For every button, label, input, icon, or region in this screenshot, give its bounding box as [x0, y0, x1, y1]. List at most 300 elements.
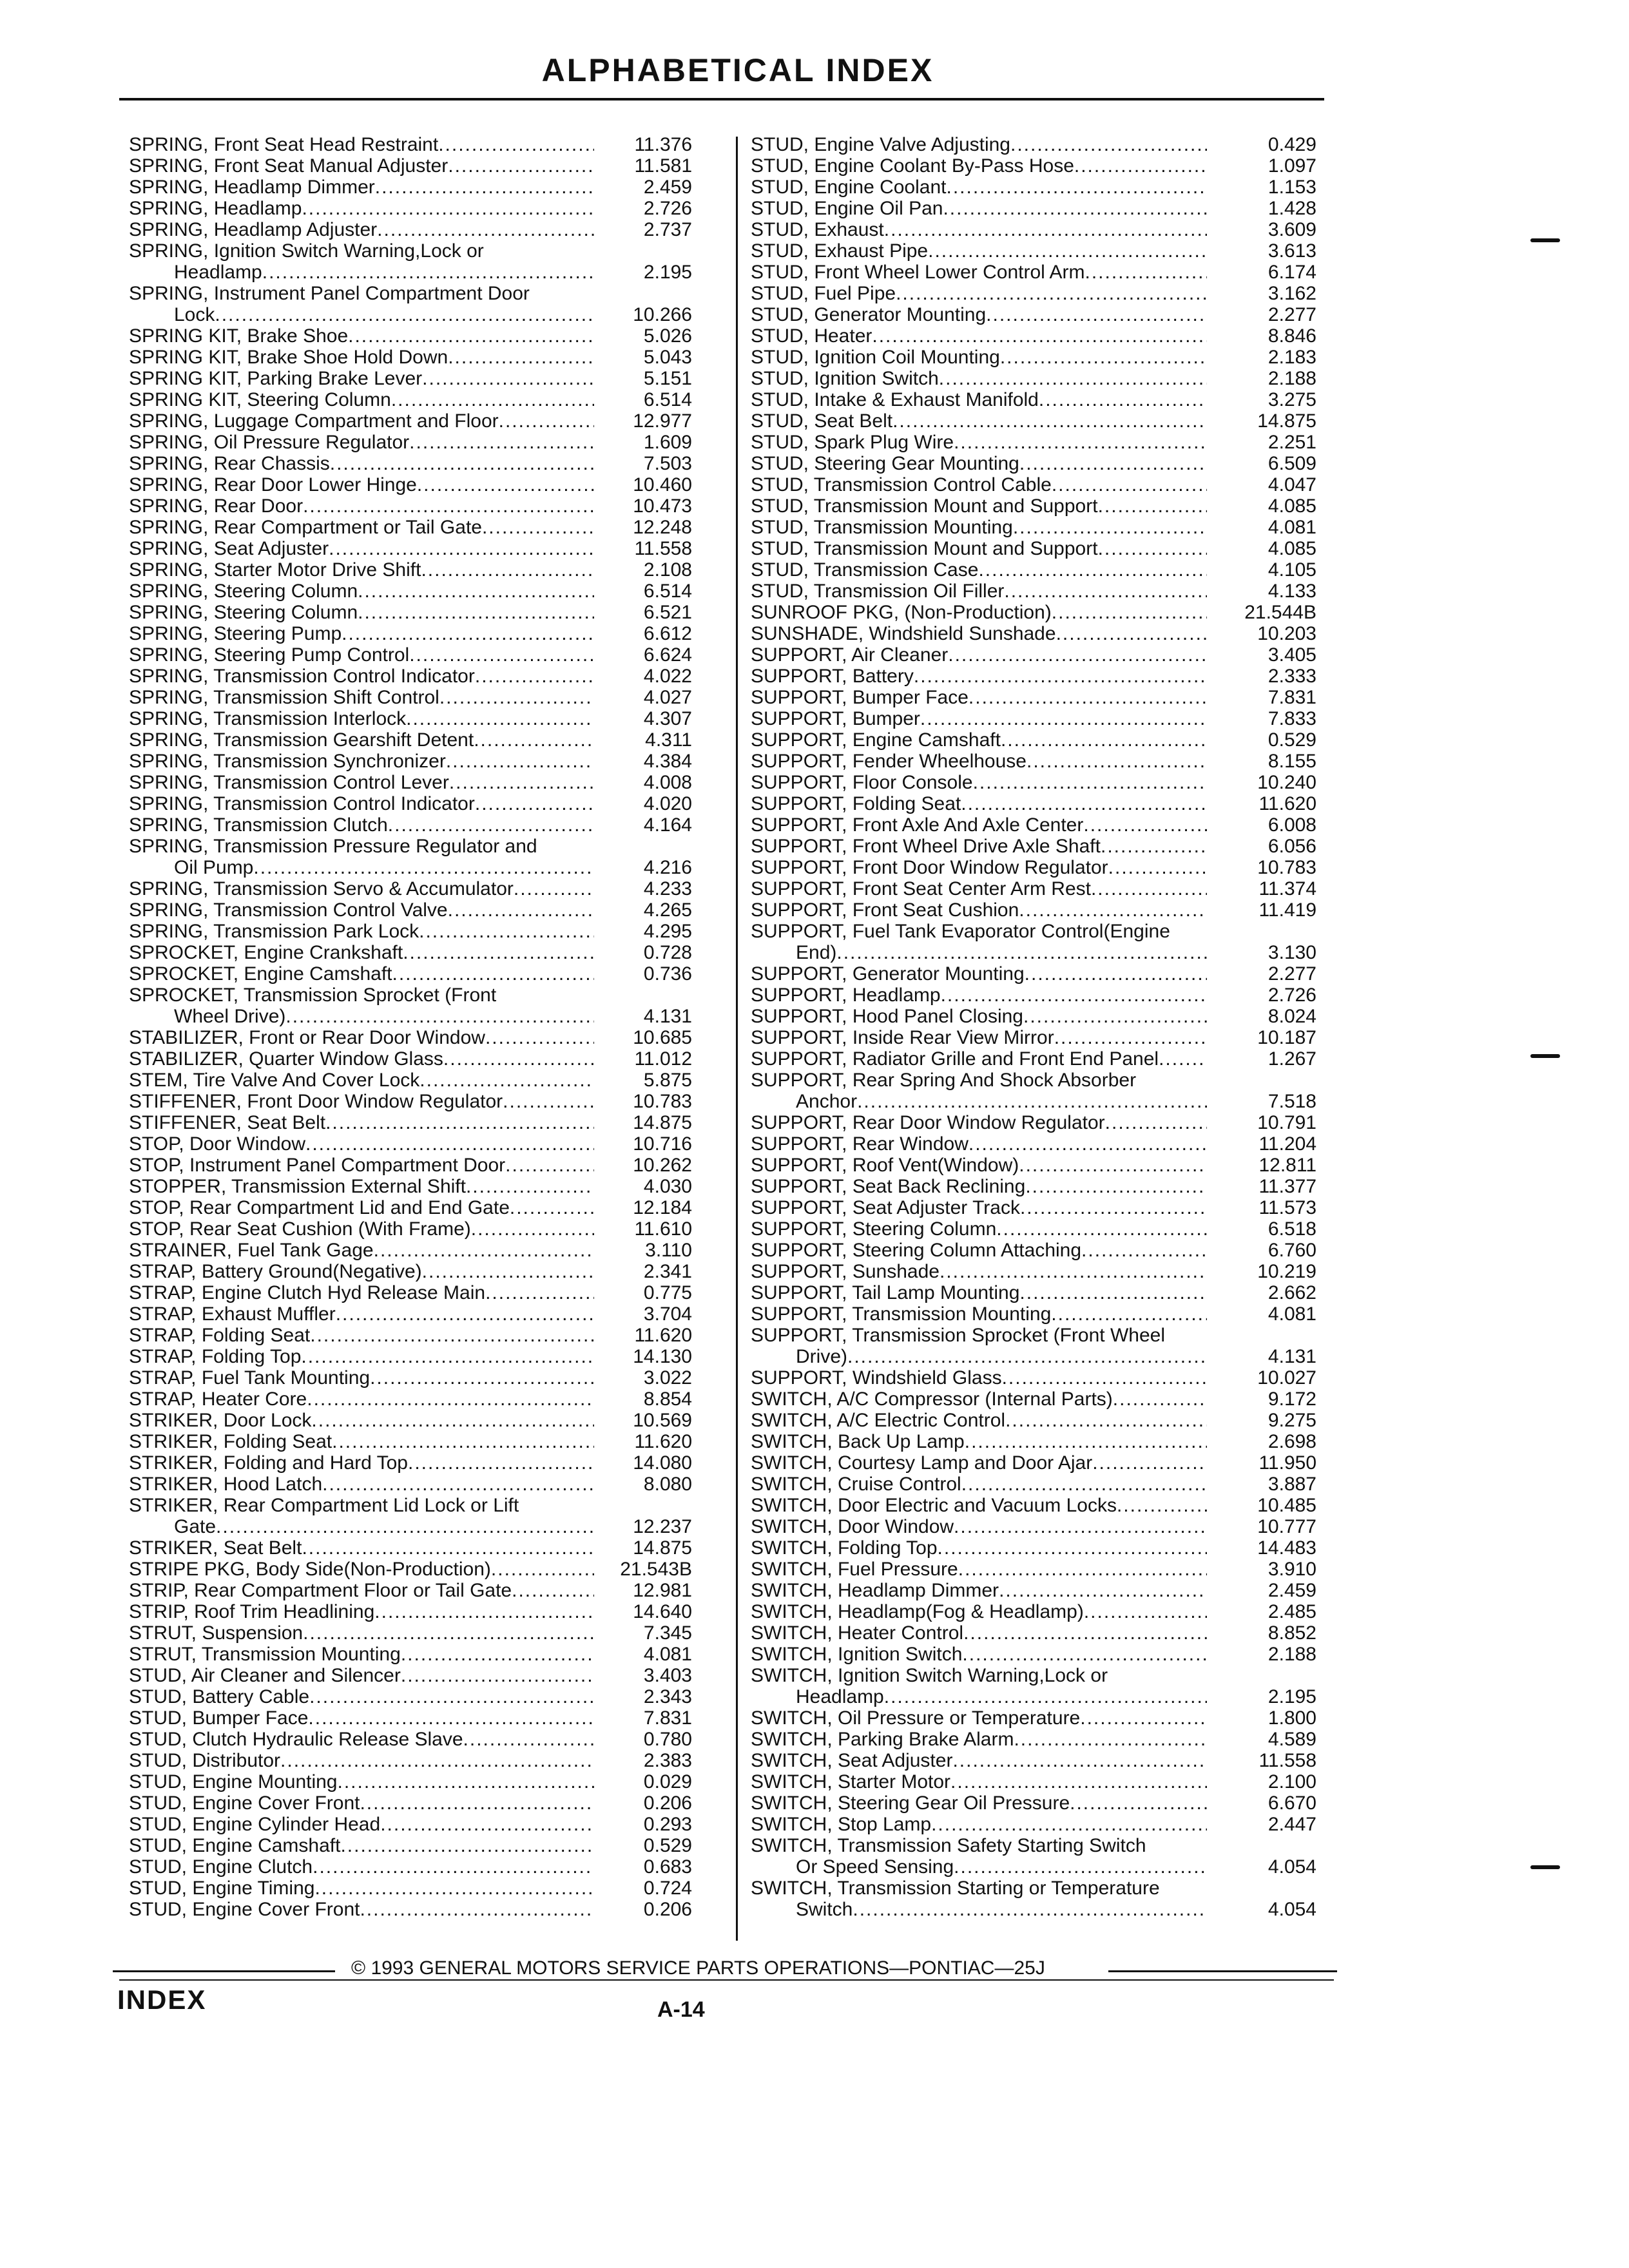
index-entry-label: SPRING, Oil Pressure Regulator ..... — [129, 432, 594, 453]
index-entry-reference: 10.685 — [633, 1027, 692, 1048]
index-entry-label: STUD, Engine Cover Front ..... — [129, 1792, 594, 1814]
index-entry-label: SWITCH, A/C Compressor (Internal Parts) ..... — [751, 1389, 1207, 1410]
index-entry — [129, 1516, 692, 1537]
index-entry — [129, 1155, 692, 1176]
index-entry-label: STUD, Transmission Case ..... — [751, 559, 1207, 581]
index-entry — [751, 495, 1335, 517]
index-entry — [129, 1431, 692, 1452]
index-entry-reference: 2.277 — [1268, 304, 1316, 325]
index-entry — [751, 1622, 1335, 1644]
index-entry — [129, 1048, 692, 1070]
index-entry — [751, 198, 1335, 219]
index-entry — [751, 1644, 1335, 1665]
index-entry-label: SPRING, Transmission Control Lever ..... — [129, 772, 594, 793]
index-entry-label: STRAP, Folding Seat ..... — [129, 1325, 594, 1346]
index-entry — [129, 1261, 692, 1282]
index-entry-reference: 2.447 — [1268, 1814, 1316, 1835]
index-entry-label: SPRING, Steering Column ..... — [129, 602, 594, 623]
index-entry-label: SPRING, Transmission Clutch ..... — [129, 814, 594, 836]
index-entry — [129, 325, 692, 347]
index-entry-reference: 11.204 — [1258, 1133, 1316, 1155]
index-entry — [751, 1367, 1335, 1389]
index-entry — [129, 751, 692, 772]
index-entry-reference: 12.811 — [1258, 1155, 1316, 1176]
index-entry-label: SPRING, Steering Pump ..... — [129, 623, 594, 644]
index-entry — [751, 878, 1335, 899]
index-entry — [751, 1197, 1335, 1218]
index-entry-reference: 2.459 — [643, 177, 692, 198]
index-entry-label: SWITCH, Back Up Lamp ..... — [751, 1431, 1207, 1452]
index-entry-label: SUPPORT, Generator Mounting ..... — [751, 963, 1207, 985]
index-entry — [751, 602, 1335, 623]
index-entry — [751, 1686, 1335, 1707]
index-entry — [751, 1601, 1335, 1622]
index-entry-reference: 3.887 — [1268, 1474, 1316, 1495]
index-entry — [129, 538, 692, 559]
index-entry-continued-heading — [129, 283, 594, 304]
index-entry-label: SUPPORT, Roof Vent(Window) ..... — [751, 1155, 1207, 1176]
index-entry-reference: 8.155 — [1268, 751, 1316, 772]
index-entry-reference: 2.383 — [643, 1750, 692, 1771]
index-entry-reference: 11.950 — [1258, 1452, 1316, 1474]
index-entry — [751, 1282, 1335, 1303]
index-entry — [129, 1367, 692, 1389]
index-entry — [751, 559, 1335, 581]
index-entry-reference: 4.030 — [643, 1176, 692, 1197]
index-entry-label: SWITCH, Steering Gear Oil Pressure ..... — [751, 1792, 1207, 1814]
index-entry-label: STUD, Engine Cylinder Head ..... — [129, 1814, 594, 1835]
margin-tick-mark — [1530, 238, 1560, 242]
index-entry — [751, 1474, 1335, 1495]
index-entry-label: STRIKER, Seat Belt ..... — [129, 1537, 594, 1559]
index-entry-label: SUNROOF PKG, (Non-Production) ..... — [751, 602, 1207, 623]
index-entry-reference: 4.020 — [643, 793, 692, 814]
index-entry-label: SWITCH, Heater Control ..... — [751, 1622, 1207, 1644]
index-entry — [751, 942, 1335, 963]
index-entry-reference: 4.311 — [645, 729, 692, 751]
index-entry — [751, 772, 1335, 793]
index-entry — [751, 134, 1335, 155]
index-entry — [751, 1814, 1335, 1835]
index-entry-reference: 4.008 — [643, 772, 692, 793]
index-entry-label: STOP, Rear Compartment Lid and End Gate ..... — [129, 1197, 594, 1218]
index-entry-heading: SPROCKET, Transmission Sprocket (Front — [129, 985, 497, 1006]
index-entry — [751, 1112, 1335, 1133]
index-entry-label: STUD, Front Wheel Lower Control Arm ..... — [751, 262, 1207, 283]
index-entry-label: SWITCH, A/C Electric Control ..... — [751, 1410, 1207, 1431]
index-entry-label: SUPPORT, Steering Column ..... — [751, 1218, 1207, 1240]
index-entry-reference: 11.610 — [634, 1218, 692, 1240]
index-entry-label: STRIP, Roof Trim Headlining ..... — [129, 1601, 594, 1622]
index-entry-label: STUD, Spark Plug Wire ..... — [751, 432, 1207, 453]
index-entry — [751, 1856, 1335, 1878]
index-entry — [129, 1856, 692, 1878]
index-entry-reference: 2.343 — [643, 1686, 692, 1707]
index-entry-reference: 4.081 — [1268, 1303, 1316, 1325]
index-entry-label: STUD, Engine Cover Front ..... — [129, 1899, 594, 1920]
index-entry — [751, 1792, 1335, 1814]
index-entry-label: Anchor ..... — [751, 1091, 1207, 1112]
index-entry-reference: 4.081 — [643, 1644, 692, 1665]
index-entry — [751, 1027, 1335, 1048]
index-entry-reference: 2.737 — [643, 219, 692, 240]
index-entry-reference: 0.429 — [1268, 134, 1316, 155]
index-entry-label: SPRING, Headlamp Dimmer ..... — [129, 177, 594, 198]
index-entry-heading: SUPPORT, Transmission Sprocket (Front Wheel — [751, 1325, 1165, 1346]
index-entry-reference: 6.514 — [643, 389, 692, 410]
index-entry — [129, 517, 692, 538]
index-entry-label: Headlamp ..... — [129, 262, 594, 283]
index-entry — [129, 368, 692, 389]
index-entry — [129, 1133, 692, 1155]
index-entry-label: STRIKER, Hood Latch ..... — [129, 1474, 594, 1495]
index-entry — [751, 1389, 1335, 1410]
index-entry-label: SUPPORT, Bumper Face ..... — [751, 687, 1207, 708]
index-entry-reference: 7.833 — [1268, 708, 1316, 729]
index-entry-label: STRIKER, Folding and Hard Top ..... — [129, 1452, 594, 1474]
index-entry-reference: 11.419 — [1258, 899, 1316, 921]
index-entry-reference: 1.428 — [1268, 198, 1316, 219]
index-entry — [129, 410, 692, 432]
index-entry — [751, 1729, 1335, 1750]
index-entry-label: SWITCH, Headlamp Dimmer ..... — [751, 1580, 1207, 1601]
index-entry-reference: 14.080 — [633, 1452, 692, 1474]
index-entry-reference: 2.100 — [1268, 1771, 1316, 1792]
index-entry-label: STUD, Engine Coolant By-Pass Hose ..... — [751, 155, 1207, 177]
index-entry — [129, 1665, 692, 1686]
index-entry-reference: 2.726 — [1268, 985, 1316, 1006]
index-entry-label: SPRING, Transmission Park Lock ..... — [129, 921, 594, 942]
index-entry — [129, 602, 692, 623]
index-entry-reference: 14.875 — [1257, 410, 1316, 432]
index-entry — [751, 1155, 1335, 1176]
index-entry — [129, 644, 692, 666]
index-entry — [751, 219, 1335, 240]
section-label: INDEX — [117, 1984, 207, 2015]
index-entry-reference: 4.054 — [1268, 1856, 1316, 1878]
index-entry-label: SPRING, Starter Motor Drive Shift ..... — [129, 559, 594, 581]
index-entry-reference: 4.295 — [643, 921, 692, 942]
index-entry-label: Oil Pump ..... — [129, 857, 594, 878]
index-entry-reference: 12.184 — [633, 1197, 692, 1218]
index-entry — [751, 1559, 1335, 1580]
index-entry-reference: 4.131 — [643, 1006, 692, 1027]
index-entry — [129, 198, 692, 219]
index-entry — [129, 1282, 692, 1303]
index-entry-reference: 10.240 — [1257, 772, 1316, 793]
index-entry-label: STRUT, Transmission Mounting ..... — [129, 1644, 594, 1665]
index-entry — [129, 1070, 692, 1091]
index-entry-label: STUD, Generator Mounting ..... — [751, 304, 1207, 325]
index-entry — [129, 1601, 692, 1622]
index-entry-reference: 3.110 — [645, 1240, 692, 1261]
index-entry — [129, 474, 692, 495]
index-entry-reference: 3.275 — [1268, 389, 1316, 410]
index-entry-reference: 6.514 — [643, 581, 692, 602]
index-entry-label: Lock ..... — [129, 304, 594, 325]
index-entry-reference: 6.670 — [1268, 1792, 1316, 1814]
index-entry-reference: 1.267 — [1268, 1048, 1316, 1070]
index-entry-label: STABILIZER, Quarter Window Glass ..... — [129, 1048, 594, 1070]
index-entry — [751, 1261, 1335, 1282]
index-entry-label: SUPPORT, Engine Camshaft ..... — [751, 729, 1207, 751]
index-entry — [129, 1835, 692, 1856]
index-entry-label: STRIPE PKG, Body Side(Non-Production) ..... — [129, 1559, 594, 1580]
column-divider — [736, 137, 738, 1941]
index-entry — [129, 1027, 692, 1048]
index-entry — [129, 1686, 692, 1707]
index-entry — [751, 1346, 1335, 1367]
index-entry-reference: 10.266 — [633, 304, 692, 325]
footer-rule-left — [113, 1970, 335, 1972]
index-entry-label: STUD, Air Cleaner and Silencer ..... — [129, 1665, 594, 1686]
index-entry — [129, 262, 692, 283]
index-entry-heading: SUPPORT, Rear Spring And Shock Absorber — [751, 1070, 1137, 1091]
index-entry-label: STRAP, Fuel Tank Mounting ..... — [129, 1367, 594, 1389]
index-entry-label: STUD, Engine Valve Adjusting ..... — [751, 134, 1207, 155]
index-entry-reference: 6.056 — [1268, 836, 1316, 857]
index-entry — [129, 1644, 692, 1665]
index-entry-label: SPROCKET, Engine Camshaft ..... — [129, 963, 594, 985]
index-entry-reference: 0.683 — [643, 1856, 692, 1878]
index-entry — [129, 942, 692, 963]
index-entry-reference: 10.460 — [633, 474, 692, 495]
index-entry — [129, 1176, 692, 1197]
index-entry-label: Gate ..... — [129, 1516, 594, 1537]
index-entry-reference: 5.875 — [643, 1070, 692, 1091]
index-entry-reference: 0.293 — [643, 1814, 692, 1835]
index-entry — [129, 219, 692, 240]
index-entry-reference: 4.054 — [1268, 1899, 1316, 1920]
index-entry-label: SPRING, Transmission Interlock ..... — [129, 708, 594, 729]
index-entry-label: SPRING, Front Seat Manual Adjuster ..... — [129, 155, 594, 177]
index-entry — [129, 1622, 692, 1644]
index-entry-label: STUD, Transmission Mounting ..... — [751, 517, 1207, 538]
index-entry-reference: 4.233 — [643, 878, 692, 899]
index-entry-label: SUPPORT, Seat Adjuster Track ..... — [751, 1197, 1207, 1218]
index-entry — [129, 814, 692, 836]
index-entry-label: STUD, Ignition Switch ..... — [751, 368, 1207, 389]
index-entry-reference: 14.483 — [1257, 1537, 1316, 1559]
index-entry — [751, 1537, 1335, 1559]
index-entry — [751, 155, 1335, 177]
index-entry — [751, 857, 1335, 878]
index-entry-reference: 10.716 — [633, 1133, 692, 1155]
index-entry — [129, 1006, 692, 1027]
index-entry-label: STOP, Instrument Panel Compartment Door ..... — [129, 1155, 594, 1176]
index-entry-label: SPRING, Luggage Compartment and Floor ..... — [129, 410, 594, 432]
index-entry-label: SUPPORT, Air Cleaner ..... — [751, 644, 1207, 666]
index-entry — [751, 1091, 1335, 1112]
index-entry-reference: 3.609 — [1268, 219, 1316, 240]
index-entry-label: SUPPORT, Tail Lamp Mounting ..... — [751, 1282, 1207, 1303]
index-entry-label: SPRING, Transmission Control Indicator ..... — [129, 793, 594, 814]
index-entry — [129, 857, 692, 878]
index-entry — [751, 177, 1335, 198]
index-entry-label: SPRING, Rear Door Lower Hinge ..... — [129, 474, 594, 495]
index-entry — [129, 559, 692, 581]
index-entry — [751, 262, 1335, 283]
index-entry — [751, 517, 1335, 538]
index-entry-label: STIFFENER, Front Door Window Regulator ..... — [129, 1091, 594, 1112]
page-number: A-14 — [657, 1997, 705, 2022]
index-entry-reference: 4.081 — [1268, 517, 1316, 538]
index-entry-reference: 4.589 — [1268, 1729, 1316, 1750]
index-entry-label: SWITCH, Headlamp(Fog & Headlamp) ..... — [751, 1601, 1207, 1622]
index-entry-reference: 3.704 — [643, 1303, 692, 1325]
index-entry-label: SPRING KIT, Parking Brake Lever ..... — [129, 368, 594, 389]
index-entry-label: STRAP, Heater Core ..... — [129, 1389, 594, 1410]
index-entry-reference: 4.265 — [643, 899, 692, 921]
index-entry-label: SUPPORT, Floor Console ..... — [751, 772, 1207, 793]
index-entry-label: STUD, Bumper Face ..... — [129, 1707, 594, 1729]
index-entry-continued-heading — [751, 1835, 1335, 1856]
index-entry — [129, 1559, 692, 1580]
index-entry — [129, 1240, 692, 1261]
index-entry-reference: 1.153 — [1268, 177, 1316, 198]
index-entry — [129, 1878, 692, 1899]
index-entry-reference: 8.846 — [1268, 325, 1316, 347]
index-entry-label: STUD, Engine Camshaft ..... — [129, 1835, 594, 1856]
index-entry-label: SPRING, Front Seat Head Restraint ..... — [129, 134, 594, 155]
index-entry-label: SPRING, Headlamp Adjuster ..... — [129, 219, 594, 240]
index-entry-label: SUPPORT, Windshield Glass ..... — [751, 1367, 1207, 1389]
index-entry-reference: 10.219 — [1257, 1261, 1316, 1282]
index-entry-label: SUPPORT, Bumper ..... — [751, 708, 1207, 729]
index-entry — [129, 1091, 692, 1112]
index-entry — [129, 304, 692, 325]
index-entry-label: SUPPORT, Front Seat Center Arm Rest ..... — [751, 878, 1207, 899]
index-entry — [751, 1516, 1335, 1537]
index-entry-continued-heading — [129, 240, 594, 262]
index-entry-reference: 0.728 — [643, 942, 692, 963]
index-entry-reference: 6.521 — [643, 602, 692, 623]
index-entry-label: STUD, Exhaust Pipe ..... — [751, 240, 1207, 262]
index-entry-reference: 9.172 — [1268, 1389, 1316, 1410]
index-entry — [751, 1240, 1335, 1261]
index-entry-reference: 2.485 — [1268, 1601, 1316, 1622]
index-entry — [751, 432, 1335, 453]
index-entry — [751, 963, 1335, 985]
index-entry — [751, 581, 1335, 602]
index-entry-label: Drive) ..... — [751, 1346, 1207, 1367]
index-entry-label: SUPPORT, Sunshade ..... — [751, 1261, 1207, 1282]
index-entry — [751, 453, 1335, 474]
index-entry — [751, 1133, 1335, 1155]
index-entry-continued-heading — [751, 1878, 1335, 1899]
index-entry-label: STUD, Transmission Oil Filler ..... — [751, 581, 1207, 602]
index-entry — [129, 155, 692, 177]
index-entry-label: STRIKER, Folding Seat ..... — [129, 1431, 594, 1452]
index-entry — [129, 623, 692, 644]
index-entry — [129, 453, 692, 474]
index-entry-reference: 0.206 — [643, 1899, 692, 1920]
index-entry-reference: 2.188 — [1268, 368, 1316, 389]
index-entry-label: SPRING, Seat Adjuster ..... — [129, 538, 594, 559]
index-entry — [751, 304, 1335, 325]
index-entry-continued-heading — [751, 1325, 1335, 1346]
index-entry-reference: 4.133 — [1268, 581, 1316, 602]
index-entry-heading: SUPPORT, Fuel Tank Evaporator Control(Engine — [751, 921, 1170, 942]
index-entry-reference: 8.024 — [1268, 1006, 1316, 1027]
index-entry-reference: 12.977 — [633, 410, 692, 432]
index-entry-label: STUD, Seat Belt ..... — [751, 410, 1207, 432]
index-entry — [129, 432, 692, 453]
index-entry-label: STUD, Engine Coolant ..... — [751, 177, 1207, 198]
index-entry-label: STUD, Engine Oil Pan ..... — [751, 198, 1207, 219]
index-entry-reference: 7.831 — [1268, 687, 1316, 708]
index-entry-label: SPRING, Transmission Control Indicator ..... — [129, 666, 594, 687]
index-entry-label: SPRING, Rear Door ..... — [129, 495, 594, 517]
index-entry — [129, 687, 692, 708]
index-entry-label: SWITCH, Door Electric and Vacuum Locks ..... — [751, 1495, 1207, 1516]
index-entry-reference: 2.183 — [1268, 347, 1316, 368]
index-entry-reference: 3.130 — [1268, 942, 1316, 963]
index-entry — [129, 963, 692, 985]
index-entry — [751, 1771, 1335, 1792]
index-entry-label: STUD, Engine Mounting ..... — [129, 1771, 594, 1792]
index-entry-label: SUNSHADE, Windshield Sunshade ..... — [751, 623, 1207, 644]
index-entry-label: STUD, Transmission Control Cable ..... — [751, 474, 1207, 495]
index-entry-label: SPRING, Steering Pump Control ..... — [129, 644, 594, 666]
index-entry — [129, 1389, 692, 1410]
index-entry-reference: 3.022 — [643, 1367, 692, 1389]
index-entry-label: SWITCH, Courtesy Lamp and Door Ajar ..... — [751, 1452, 1207, 1474]
index-entry — [129, 1750, 692, 1771]
index-entry-reference: 0.736 — [643, 963, 692, 985]
title-rule — [119, 98, 1324, 101]
index-entry-reference: 5.026 — [643, 325, 692, 347]
index-entry-continued-heading — [129, 836, 594, 857]
index-entry-label: SUPPORT, Inside Rear View Mirror ..... — [751, 1027, 1207, 1048]
index-entry — [129, 1410, 692, 1431]
index-entry-reference: 7.518 — [1268, 1091, 1316, 1112]
index-entry-label: STRIP, Rear Compartment Floor or Tail Gate ..... — [129, 1580, 594, 1601]
index-entry-label: SUPPORT, Battery ..... — [751, 666, 1207, 687]
index-entry-reference: 0.529 — [1268, 729, 1316, 751]
index-entry-reference: 8.854 — [643, 1389, 692, 1410]
index-entry-label: SPROCKET, Engine Crankshaft ..... — [129, 942, 594, 963]
index-entry — [129, 793, 692, 814]
index-entry-label: SPRING, Transmission Shift Control ..... — [129, 687, 594, 708]
index-entry-reference: 4.216 — [643, 857, 692, 878]
index-entry-label: STOP, Door Window ..... — [129, 1133, 594, 1155]
index-entry-label: STUD, Intake & Exhaust Manifold ..... — [751, 389, 1207, 410]
index-entry-reference: 11.620 — [1258, 793, 1316, 814]
index-entry-reference: 2.333 — [1268, 666, 1316, 687]
index-entry-label: SPRING KIT, Brake Shoe Hold Down ..... — [129, 347, 594, 368]
index-entry-label: STUD, Steering Gear Mounting ..... — [751, 453, 1207, 474]
index-entry — [129, 495, 692, 517]
index-entry-reference: 10.027 — [1257, 1367, 1316, 1389]
index-entry-label: SWITCH, Ignition Switch ..... — [751, 1644, 1207, 1665]
index-entry — [751, 1431, 1335, 1452]
index-entry-label: STRAP, Exhaust Muffler ..... — [129, 1303, 594, 1325]
index-entry-label: Switch ..... — [751, 1899, 1207, 1920]
index-entry-reference: 11.581 — [634, 155, 692, 177]
index-entry — [129, 1814, 692, 1835]
index-entry-heading: SPRING, Instrument Panel Compartment Door — [129, 283, 530, 304]
index-entry-reference: 2.195 — [1268, 1686, 1316, 1707]
index-entry-reference: 14.875 — [633, 1537, 692, 1559]
index-entry-reference: 0.206 — [643, 1792, 692, 1814]
index-entry-reference: 2.662 — [1268, 1282, 1316, 1303]
index-entry — [129, 177, 692, 198]
index-entry-label: SUPPORT, Front Wheel Drive Axle Shaft ..... — [751, 836, 1207, 857]
index-entry-reference: 0.529 — [643, 1835, 692, 1856]
index-entry — [751, 623, 1335, 644]
index-entry — [751, 1495, 1335, 1516]
